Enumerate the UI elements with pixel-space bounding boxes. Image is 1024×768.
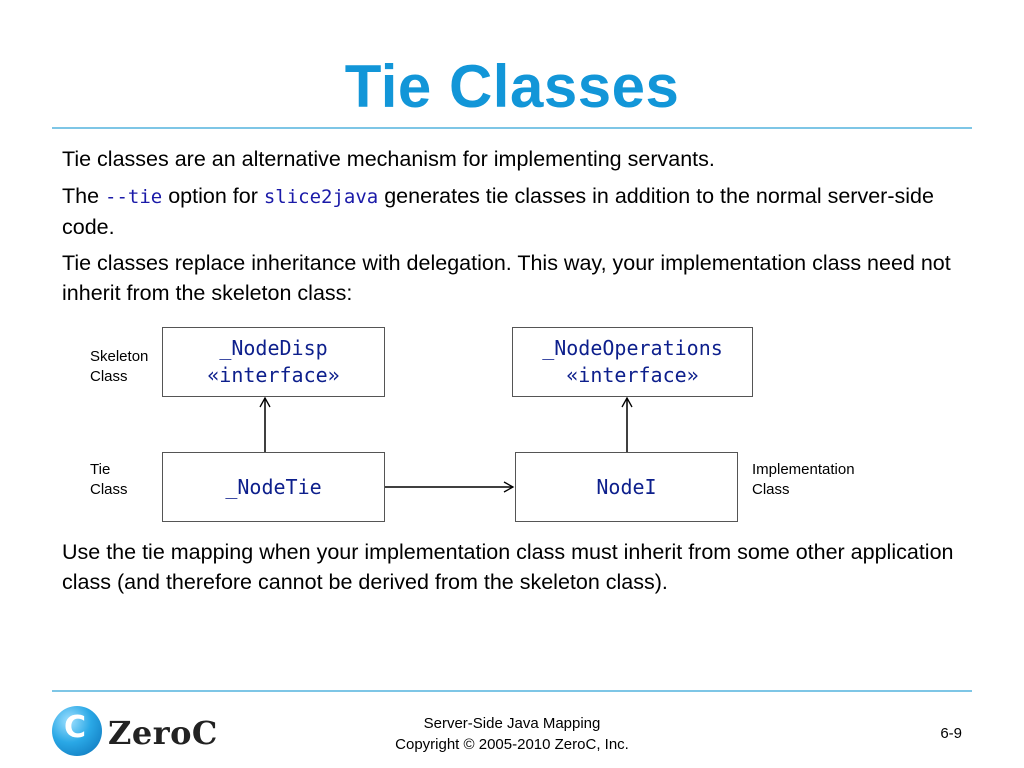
p2-post: generates tie classes in addition to the normal server-side code. bbox=[62, 184, 934, 239]
footer-copyright: Copyright © 2005-2010 ZeroC, Inc. bbox=[395, 736, 629, 753]
footer-text bbox=[0, 713, 1024, 755]
paragraph-1: Tie classes are an alternative mechanism for implementing servants. bbox=[62, 147, 715, 171]
label-skeleton-class bbox=[90, 347, 148, 387]
label-impl-line2: Class bbox=[752, 481, 790, 498]
box-nodedisp bbox=[162, 327, 385, 397]
paragraph-2 bbox=[62, 181, 962, 242]
footer-course-title: Server-Side Java Mapping bbox=[423, 715, 601, 732]
nodei-name: NodeI bbox=[596, 474, 657, 499]
p2-mid: option for bbox=[162, 184, 264, 208]
box-nodei bbox=[515, 452, 738, 522]
label-impl-line1: Implementation bbox=[752, 461, 855, 478]
label-implementation-class bbox=[752, 460, 855, 500]
label-tie-class bbox=[90, 460, 128, 500]
paragraph-4: Use the tie mapping when your implementation class must inherit from some other application class (and therefore cannot be derived from the skeleton class). bbox=[62, 540, 954, 594]
nodetie-name: _NodeTie bbox=[225, 474, 322, 499]
label-skeleton-line1: Skeleton bbox=[90, 348, 149, 365]
label-tie-line2: Class bbox=[90, 481, 128, 498]
box-nodeoperations bbox=[512, 327, 753, 397]
bottom-divider bbox=[52, 690, 972, 692]
code-tie-option: --tie bbox=[105, 186, 163, 208]
nodedisp-stereotype: «interface» bbox=[207, 363, 340, 387]
nodeoperations-stereotype: «interface» bbox=[566, 363, 699, 387]
paragraph-3: Tie classes replace inheritance with delegation. This way, your implementation class need not inherit from the skeleton class: bbox=[62, 251, 951, 305]
top-divider bbox=[52, 127, 972, 129]
nodedisp-name: _NodeDisp bbox=[219, 336, 328, 360]
box-nodetie bbox=[162, 452, 385, 522]
nodeoperations-name: _NodeOperations bbox=[542, 336, 723, 360]
label-skeleton-line2: Class bbox=[90, 368, 128, 385]
p2-pre: The bbox=[62, 184, 106, 208]
logo-c-glyph: C bbox=[64, 710, 87, 745]
logo-text: ZeroC bbox=[108, 714, 218, 752]
slide-title: Tie Classes bbox=[344, 53, 680, 120]
page-number: 6-9 bbox=[940, 725, 962, 742]
code-slice2java: slice2java bbox=[263, 186, 379, 208]
label-tie-line1: Tie bbox=[90, 461, 111, 478]
